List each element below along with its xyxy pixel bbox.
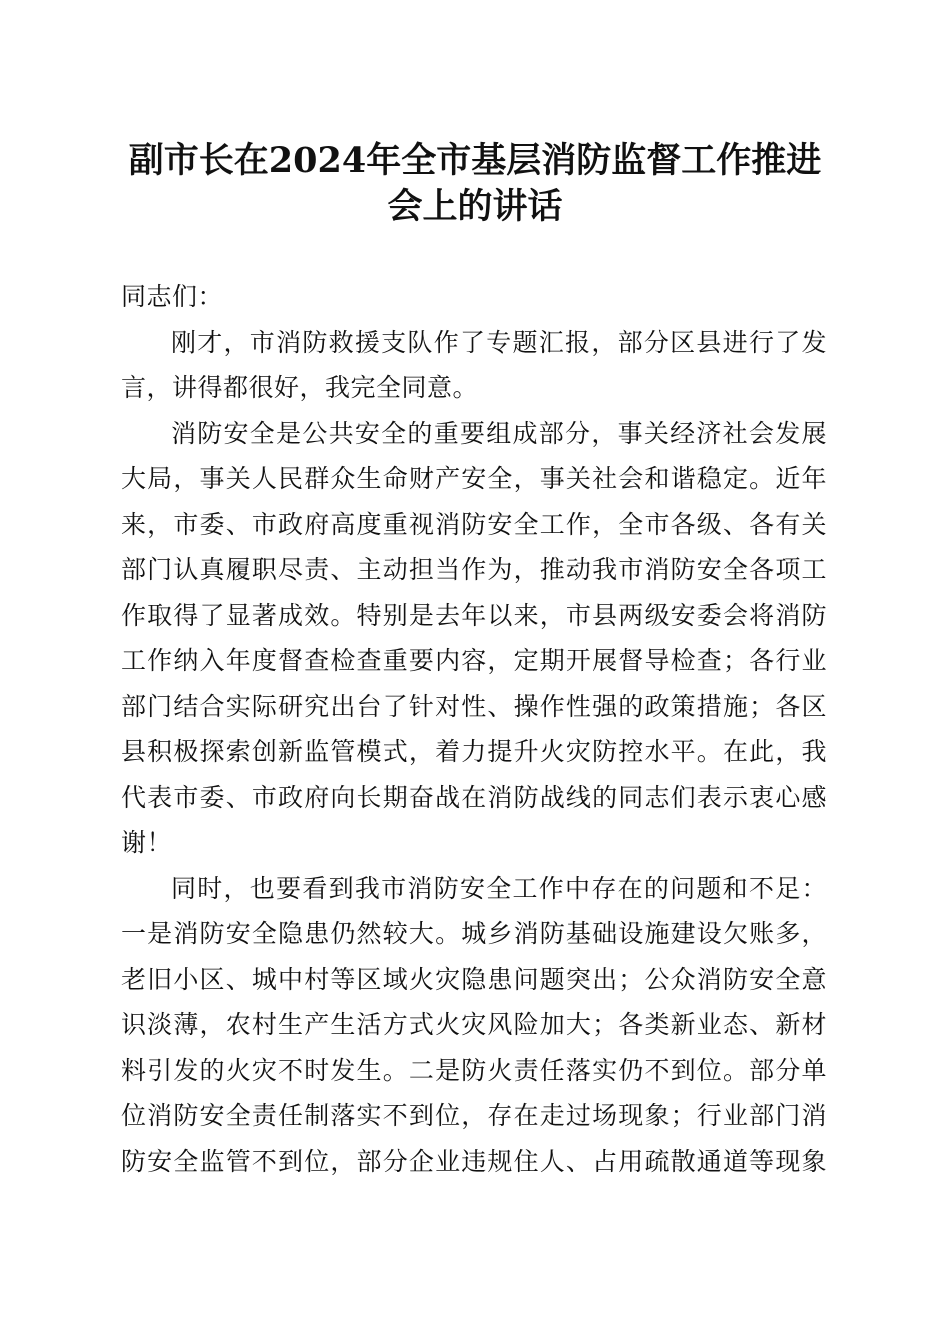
body-lines	[121, 320, 827, 1185]
document-body	[121, 274, 827, 1184]
body-line: 消防安全是公共安全的重要组成部分，事关经济社会发展	[171, 418, 827, 448]
body-line: 老旧小区、城中村等区域火灾隐患问题突出；公众消防安全意	[121, 964, 827, 994]
salutation: 同志们：	[121, 282, 224, 311]
body-line: 来，市委、市政府高度重视消防安全工作，全市各级、各有关	[121, 509, 827, 539]
body-line: 料引发的火灾不时发生。二是防火责任落实仍不到位。部分单	[121, 1055, 827, 1085]
body-line: 谢！	[121, 828, 173, 857]
body-line: 防安全监管不到位，部分企业违规住人、占用疏散通道等现象	[121, 1146, 827, 1176]
body-line: 部门认真履职尽责、主动担当作为，推动我市消防安全各项工	[121, 555, 827, 584]
body-line: 刚才，市消防救援支队作了专题汇报，部分区县进行了发	[171, 327, 827, 357]
body-line: 同时，也要看到我市消防安全工作中存在的问题和不足：	[171, 873, 827, 903]
body-line: 作取得了显著成效。特别是去年以来，市县两级安委会将消防	[121, 600, 827, 630]
body-line: 位消防安全责任制落实不到位，存在走过场现象；行业部门消	[121, 1101, 827, 1130]
body-line: 一是消防安全隐患仍然较大。城乡消防基础设施建设欠账多，	[121, 919, 827, 948]
body-line: 言，讲得都很好，我完全同意。	[121, 373, 479, 402]
body-line: 部门结合实际研究出台了针对性、操作性强的政策措施；各区	[121, 691, 827, 721]
body-line: 大局，事关人民群众生命财产安全，事关社会和谐稳定。近年	[121, 464, 827, 493]
body-line: 识淡薄，农村生产生活方式火灾风险加大；各类新业态、新材	[121, 1010, 827, 1039]
title-line-2: 会上的讲话	[387, 186, 563, 227]
body-line: 工作纳入年度督查检查重要内容，定期开展督导检查；各行业	[121, 646, 827, 675]
document-title	[110, 138, 840, 230]
title-line-1: 副市长在2024年全市基层消防监督工作推进	[128, 140, 822, 181]
body-line: 代表市委、市政府向长期奋战在消防战线的同志们表示衷心感	[121, 782, 827, 812]
body-line: 县积极探索创新监管模式，着力提升火灾防控水平。在此，我	[121, 737, 827, 766]
